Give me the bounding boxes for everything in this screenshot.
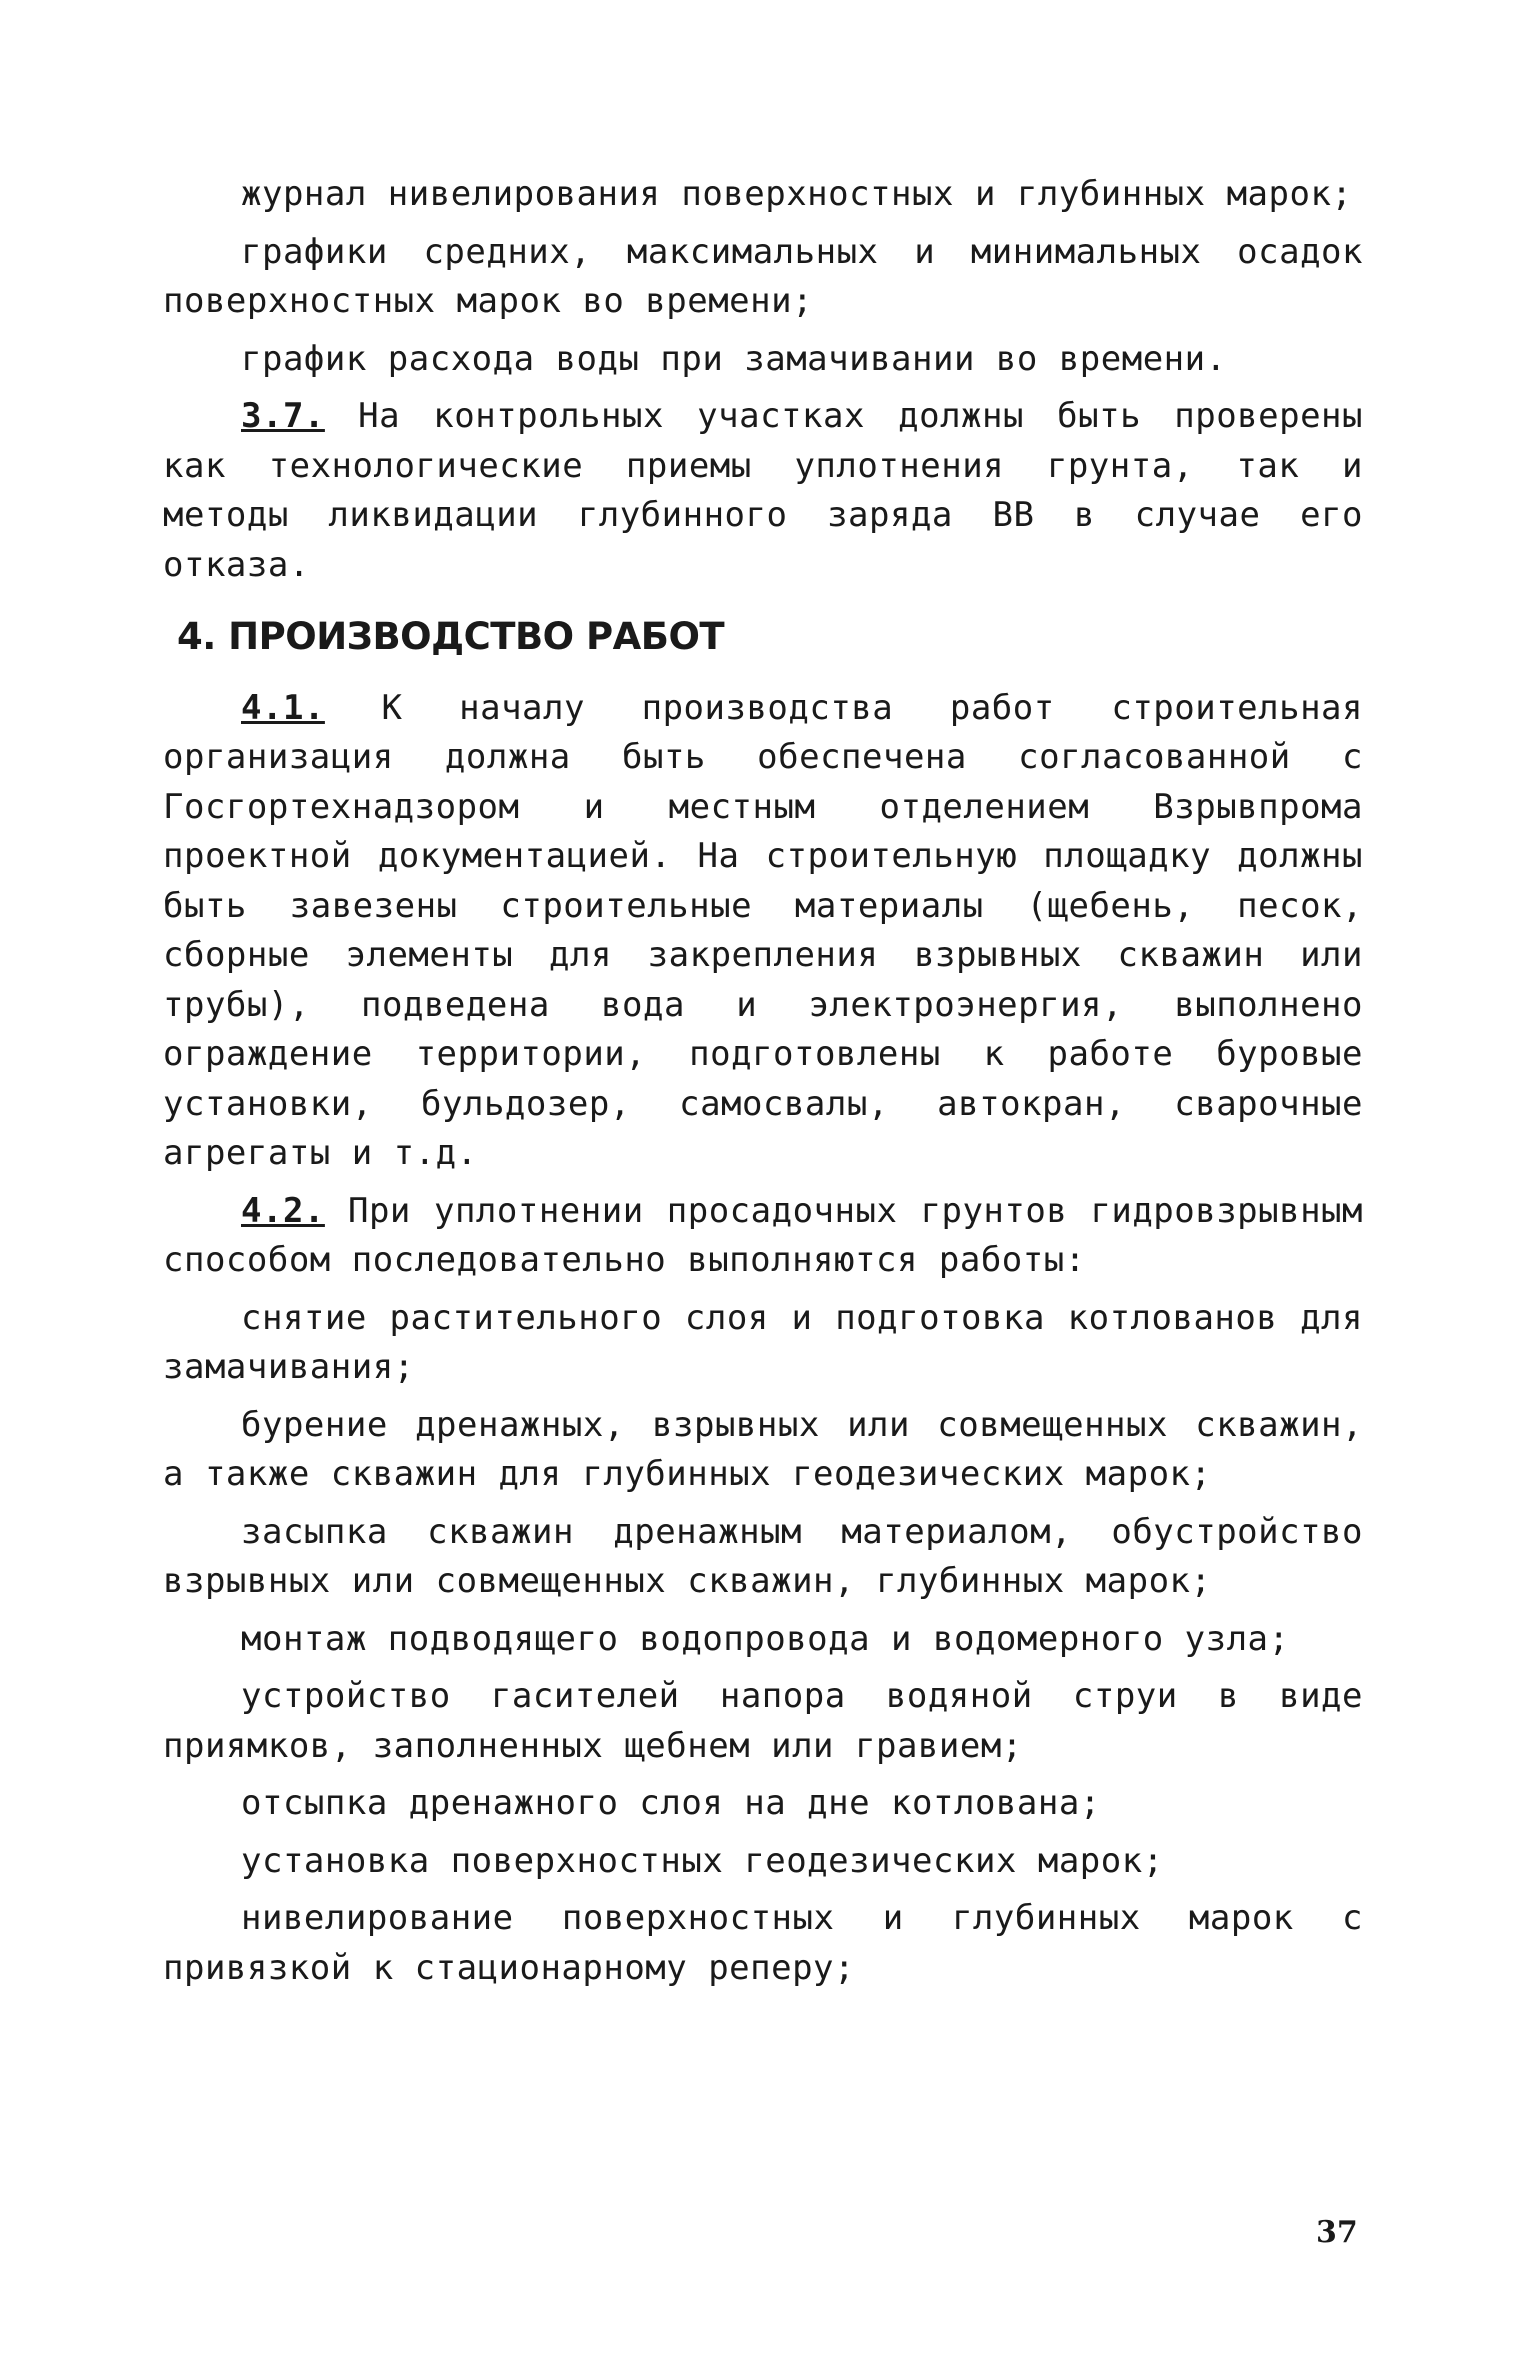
text-block — [163, 170, 1363, 2001]
list-item: устройство гасителей напора водяной струи в виде приямков, заполненных щебнем или гравием; — [163, 1676, 1363, 1766]
list-item: снятие растительного слоя и подготовка котлованов для замачивания; — [163, 1297, 1363, 1387]
paragraph-4-1 — [163, 684, 1363, 1179]
clause-number-3-7: 3.7. — [241, 396, 325, 436]
clause-number-4-2: 4.2. — [241, 1190, 325, 1231]
clause-text-3-7: На контрольных участках должны быть проверены как технологические приемы уплотнения грунта, так и методы ликвидации глубинного заряда ВВ в случае его отказа. — [163, 396, 1363, 585]
paragraph-water-graph: график расхода воды при замачивании во времени. — [241, 338, 1227, 379]
list-item: установка поверхностных геодезических марок; — [241, 1840, 1164, 1881]
section-heading: 4. ПРОИЗВОДСТВО РАБОТ — [177, 615, 725, 658]
clause-text-4-1: К началу производства работ строительная организация должна быть обеспечена согласованной с Госгортехнадзором и местным отделением Взрывпрома проектной документацией. На строительную площадку должны быть завезены строительные материалы (щебень, песок, сборные элементы для закрепления взрывных скважин или трубы), подведена вода и электроэнергия, выполнено ограждение территории, подготовлены к работе буровые установки, бульдозер, самосвалы, автокран, сварочные агрегаты и т.д. — [163, 687, 1363, 1173]
list-item: нивелирование поверхностных и глубинных марок с привязкой к стационарному реперу; — [163, 1898, 1363, 1988]
page-number: 37 — [1316, 2215, 1358, 2250]
list-item: отсыпка дренажного слоя на дне котлована; — [241, 1783, 1101, 1823]
paragraph-marks-journal: журнал нивелирования поверхностных и глубинных марок; — [241, 174, 1353, 214]
list-item: монтаж подводящего водопровода и водомерного узла; — [241, 1618, 1290, 1659]
list-item: бурение дренажных, взрывных или совмещенных скважин, а также скважин для глубинных геодезических марок; — [163, 1404, 1363, 1494]
paragraph-settlement-graphs: графики средних, максимальных и минимальных осадок поверхностных марок во времени; — [163, 231, 1363, 321]
list-item: засыпка скважин дренажным материалом, обустройство взрывных или совмещенных скважин, глубинных марок; — [163, 1511, 1363, 1601]
paragraph-3-7 — [163, 392, 1363, 590]
clause-text-4-2: При уплотнении просадочных грунтов гидровзрывным способом последовательно выполняются работы: — [163, 1190, 1363, 1280]
clause-number-4-1: 4.1. — [241, 687, 325, 728]
paragraph-4-2 — [163, 1187, 1363, 1286]
